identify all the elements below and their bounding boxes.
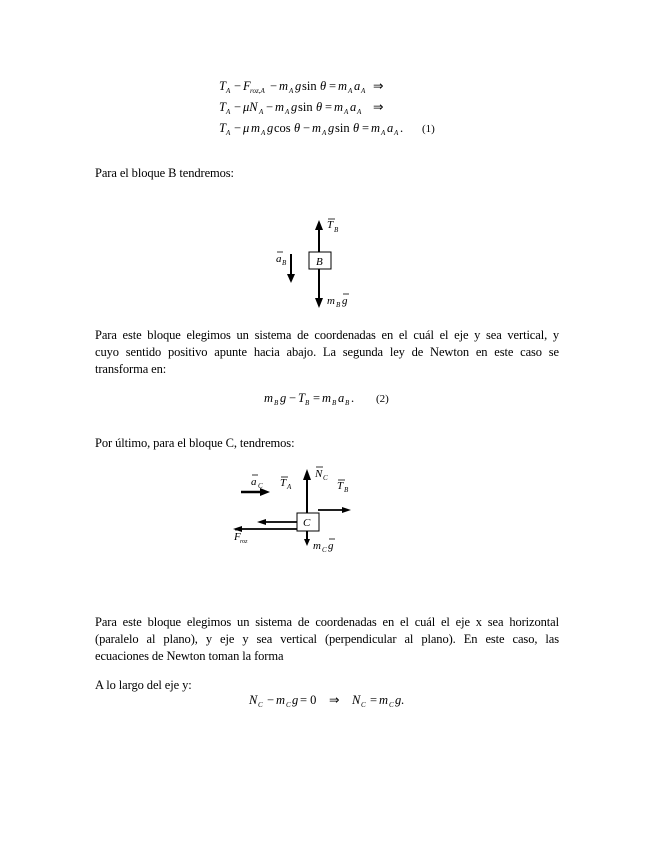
paragraph-line: cuyo sentido positivo apunte hacia abajo. La segunda ley de Newton en este caso se — [95, 345, 559, 359]
normal-c-label: N — [315, 468, 323, 480]
weight-c-label: m — [313, 540, 321, 552]
svg-text:.: . — [401, 693, 405, 707]
svg-text:C: C — [258, 482, 263, 490]
svg-text:.: . — [351, 391, 355, 405]
svg-text:a: a — [338, 391, 345, 405]
svg-text:A: A — [394, 129, 399, 137]
svg-text:−: − — [266, 100, 274, 114]
weight-b-label: m — [327, 295, 335, 307]
paragraph-line: (paralelo al plano), y eje y sea vertical (perpendicular al plano). En este caso, las — [95, 632, 559, 646]
equation-a-line-3 — [219, 121, 403, 137]
svg-text:m: m — [312, 121, 322, 135]
svg-text:A: A — [322, 129, 327, 137]
svg-text:m: m — [334, 100, 344, 114]
svg-text:μ: μ — [243, 121, 250, 135]
acceleration-b-label: a — [276, 253, 282, 265]
paragraph-line: transforma en: — [95, 362, 167, 376]
svg-text:C: C — [389, 701, 394, 709]
svg-text:a: a — [350, 100, 357, 114]
svg-text:C: C — [361, 701, 366, 709]
svg-text:m: m — [279, 79, 289, 93]
friction-c-label: F — [234, 531, 241, 543]
svg-text:−: − — [267, 693, 275, 707]
svg-text:m: m — [251, 121, 261, 135]
svg-text:=: = — [313, 391, 321, 405]
svg-text:g: g — [280, 391, 287, 405]
svg-text:A: A — [285, 108, 290, 116]
svg-text:g: g — [328, 540, 334, 552]
svg-text:sin: sin — [302, 79, 317, 93]
svg-text:⇒: ⇒ — [373, 100, 384, 114]
svg-text:C: C — [286, 701, 291, 709]
svg-text:C: C — [322, 546, 327, 554]
svg-text:A: A — [348, 87, 353, 95]
svg-text:m: m — [322, 391, 332, 405]
block-c-paragraph — [95, 614, 559, 665]
block-c-diagram — [233, 467, 351, 554]
svg-text:m: m — [275, 100, 285, 114]
svg-text:B: B — [274, 399, 279, 407]
svg-text:= 0: = 0 — [300, 693, 317, 707]
svg-text:−: − — [270, 79, 278, 93]
svg-text:=: = — [325, 100, 333, 114]
svg-text:.: . — [400, 121, 404, 135]
svg-text:=: = — [370, 693, 378, 707]
svg-text:μN: μN — [243, 100, 258, 114]
svg-text:g: g — [328, 121, 335, 135]
svg-text:a: a — [354, 79, 361, 93]
svg-text:g: g — [291, 100, 298, 114]
svg-text:A: A — [289, 87, 294, 95]
svg-text:A: A — [226, 108, 231, 116]
svg-text:m: m — [379, 693, 389, 707]
svg-text:B: B — [305, 399, 310, 407]
svg-text:C: C — [258, 701, 263, 709]
svg-text:A: A — [381, 129, 386, 137]
svg-text:A: A — [357, 108, 362, 116]
svg-text:B: B — [345, 399, 350, 407]
svg-text:=: = — [362, 121, 370, 135]
svg-text:g: g — [395, 693, 402, 707]
svg-text:g: g — [292, 693, 299, 707]
svg-text:m: m — [371, 121, 381, 135]
svg-text:⇒: ⇒ — [373, 79, 384, 93]
svg-text:sin: sin — [335, 121, 350, 135]
tension-b-c-label: T — [337, 480, 344, 492]
svg-text:F: F — [243, 79, 251, 93]
block-b-label: B — [316, 256, 323, 268]
svg-text:C: C — [323, 474, 328, 482]
equation-b — [264, 391, 389, 407]
svg-text:A: A — [259, 108, 264, 116]
svg-text:B: B — [332, 399, 337, 407]
paragraph-line: ecuaciones de Newton toman la forma — [95, 649, 284, 663]
block-c-intro: Por último, para el bloque C, tendremos: — [95, 436, 295, 450]
block-b-intro: Para el bloque B tendremos: — [95, 166, 234, 180]
block-c-label: C — [303, 517, 311, 529]
svg-text:B: B — [344, 486, 349, 494]
y-axis-label: A lo largo del eje y: — [95, 678, 192, 692]
tension-a-label: T — [280, 477, 287, 489]
svg-text:m: m — [264, 391, 274, 405]
paragraph-line: Para este bloque elegimos un sistema de coordenadas en el cuál el eje x sea horizontal — [95, 615, 559, 629]
block-b-diagram — [276, 219, 349, 309]
svg-text:T: T — [219, 121, 226, 135]
equation-a-line-1-text — [0, 0, 1, 1]
svg-text:A: A — [361, 87, 366, 95]
svg-text:roz,A: roz,A — [250, 87, 265, 95]
svg-text:=: = — [329, 79, 337, 93]
svg-text:A: A — [344, 108, 349, 116]
svg-text:−: − — [289, 391, 297, 405]
svg-text:sin: sin — [298, 100, 313, 114]
block-b-paragraph — [95, 327, 559, 378]
svg-text:θ: θ — [353, 121, 360, 135]
svg-text:A: A — [226, 129, 231, 137]
svg-text:−: − — [234, 100, 242, 114]
svg-text:T: T — [298, 391, 305, 405]
svg-text:B: B — [336, 301, 341, 309]
equation-c — [248, 693, 404, 709]
svg-text:N: N — [249, 693, 258, 707]
svg-text:θ: θ — [320, 79, 327, 93]
svg-text:A: A — [226, 87, 231, 95]
svg-text:m: m — [338, 79, 348, 93]
equation-1-number: (1) — [422, 123, 435, 135]
svg-text:θ: θ — [294, 121, 301, 135]
svg-text:cos: cos — [274, 121, 291, 135]
svg-text:T: T — [219, 100, 226, 114]
svg-text:−: − — [234, 79, 242, 93]
svg-text:a: a — [387, 121, 394, 135]
svg-text:−: − — [303, 121, 311, 135]
svg-text:θ: θ — [316, 100, 323, 114]
svg-text:B: B — [334, 226, 339, 234]
svg-text:−: − — [234, 121, 242, 135]
svg-text:T: T — [219, 79, 226, 93]
equation-a-line-1 — [219, 79, 384, 95]
tension-b-label: T — [327, 219, 334, 231]
svg-text:A: A — [261, 129, 266, 137]
equation-2-number: (2) — [376, 393, 389, 405]
svg-text:⇒: ⇒ — [329, 693, 340, 707]
equation-a-line-2 — [219, 100, 384, 116]
svg-text:g: g — [267, 121, 274, 135]
svg-text:g: g — [295, 79, 302, 93]
svg-text:B: B — [282, 259, 287, 267]
svg-text:m: m — [276, 693, 286, 707]
svg-text:A: A — [287, 483, 292, 491]
svg-text:roz: roz — [240, 539, 248, 545]
paragraph-line: Para este bloque elegimos un sistema de coordenadas en el cuál el eje y sea vertical, y — [95, 328, 559, 342]
svg-text:N: N — [352, 693, 361, 707]
acceleration-c-label: a — [251, 476, 257, 488]
svg-text:g: g — [342, 295, 348, 307]
